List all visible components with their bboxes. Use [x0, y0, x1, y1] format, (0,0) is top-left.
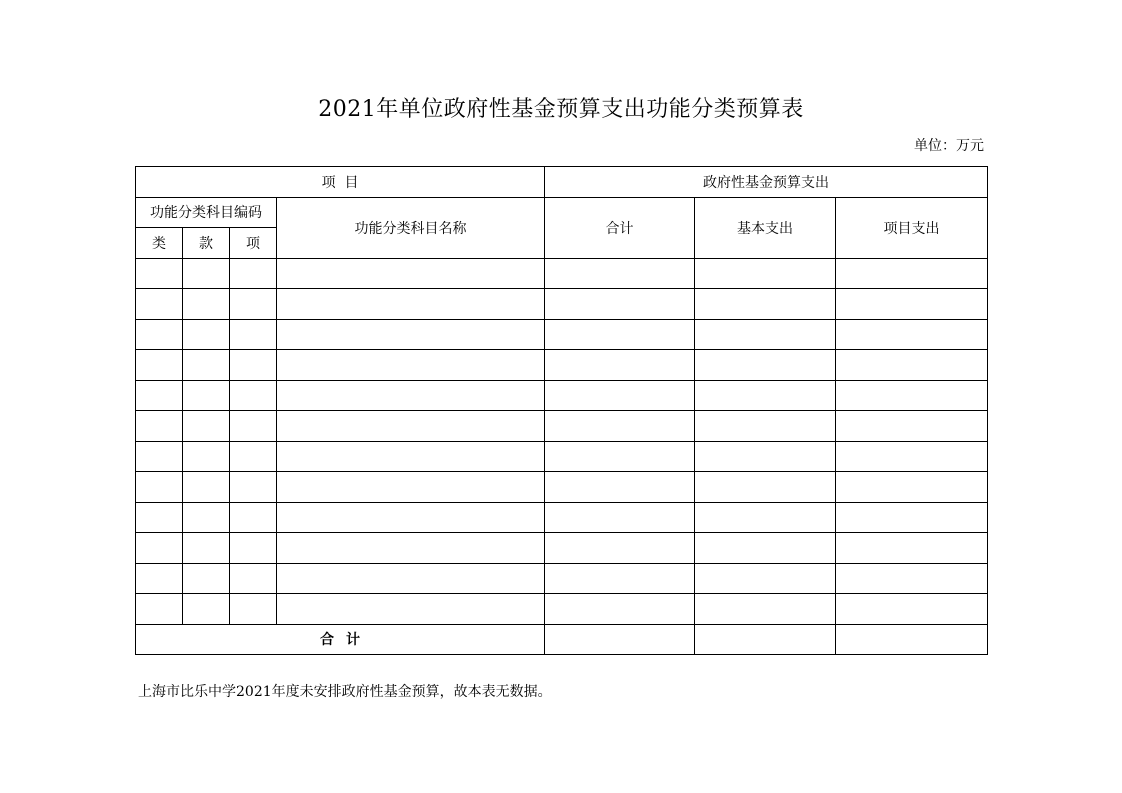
cell-xiang	[230, 411, 277, 442]
cell-kuan	[183, 319, 230, 350]
cell-name	[277, 472, 545, 503]
cell-basic	[695, 319, 836, 350]
table-row	[136, 411, 988, 442]
table-row	[136, 441, 988, 472]
cell-project	[836, 472, 988, 503]
cell-kuan	[183, 533, 230, 564]
cell-kuan	[183, 502, 230, 533]
cell-total	[545, 441, 695, 472]
header-code: 功能分类科目编码	[136, 197, 277, 228]
cell-total	[545, 319, 695, 350]
header-expenditure: 政府性基金预算支出	[545, 167, 988, 198]
cell-basic	[695, 411, 836, 442]
cell-project	[836, 258, 988, 289]
cell-total	[545, 258, 695, 289]
cell-kuan	[183, 441, 230, 472]
cell-basic	[695, 594, 836, 625]
cell-lei	[136, 502, 183, 533]
table-row	[136, 472, 988, 503]
table-row	[136, 258, 988, 289]
cell-total	[545, 411, 695, 442]
cell-lei	[136, 441, 183, 472]
table-row	[136, 502, 988, 533]
cell-total	[545, 380, 695, 411]
cell-basic	[695, 350, 836, 381]
cell-project	[836, 380, 988, 411]
unit-label: 单位：万元	[914, 138, 984, 154]
cell-lei	[136, 350, 183, 381]
total-row	[136, 624, 988, 655]
cell-name	[277, 533, 545, 564]
cell-lei	[136, 594, 183, 625]
cell-basic	[695, 563, 836, 594]
cell-project	[836, 594, 988, 625]
cell-xiang	[230, 258, 277, 289]
cell-project	[836, 441, 988, 472]
cell-project	[836, 350, 988, 381]
cell-lei	[136, 258, 183, 289]
cell-total	[545, 350, 695, 381]
cell-basic	[695, 289, 836, 320]
cell-xiang	[230, 441, 277, 472]
cell-lei	[136, 319, 183, 350]
cell-kuan	[183, 472, 230, 503]
cell-total	[545, 502, 695, 533]
cell-project	[836, 289, 988, 320]
cell-name	[277, 502, 545, 533]
total-cell	[695, 624, 836, 655]
cell-xiang	[230, 502, 277, 533]
table-row	[136, 594, 988, 625]
header-row-1	[136, 167, 988, 198]
header-xiang: 项	[230, 228, 277, 259]
cell-total	[545, 594, 695, 625]
cell-xiang	[230, 350, 277, 381]
cell-kuan	[183, 411, 230, 442]
cell-basic	[695, 533, 836, 564]
header-kuan: 款	[183, 228, 230, 259]
cell-total	[545, 289, 695, 320]
cell-project	[836, 563, 988, 594]
cell-kuan	[183, 258, 230, 289]
cell-xiang	[230, 533, 277, 564]
total-label: 合计	[136, 624, 545, 655]
cell-basic	[695, 258, 836, 289]
cell-kuan	[183, 350, 230, 381]
cell-total	[545, 563, 695, 594]
cell-basic	[695, 502, 836, 533]
cell-basic	[695, 441, 836, 472]
cell-kuan	[183, 594, 230, 625]
table-row	[136, 289, 988, 320]
cell-xiang	[230, 380, 277, 411]
header-total: 合计	[545, 197, 695, 258]
cell-kuan	[183, 289, 230, 320]
total-cell	[836, 624, 988, 655]
cell-kuan	[183, 380, 230, 411]
page-title: 2021年单位政府性基金预算支出功能分类预算表	[318, 97, 804, 122]
cell-xiang	[230, 472, 277, 503]
cell-basic	[695, 472, 836, 503]
cell-name	[277, 350, 545, 381]
cell-lei	[136, 472, 183, 503]
header-basic: 基本支出	[695, 197, 836, 258]
header-project: 项 目	[136, 167, 545, 198]
cell-name	[277, 319, 545, 350]
cell-kuan	[183, 563, 230, 594]
cell-project	[836, 502, 988, 533]
cell-lei	[136, 289, 183, 320]
budget-table	[135, 166, 988, 655]
cell-name	[277, 563, 545, 594]
cell-total	[545, 472, 695, 503]
cell-project	[836, 533, 988, 564]
cell-name	[277, 380, 545, 411]
cell-xiang	[230, 289, 277, 320]
cell-lei	[136, 563, 183, 594]
cell-name	[277, 411, 545, 442]
cell-name	[277, 258, 545, 289]
table-row	[136, 380, 988, 411]
header-name: 功能分类科目名称	[277, 197, 545, 258]
cell-name	[277, 441, 545, 472]
note-text: 上海市比乐中学2021年度未安排政府性基金预算，故本表无数据。	[138, 684, 552, 700]
cell-total	[545, 533, 695, 564]
cell-basic	[695, 380, 836, 411]
cell-project	[836, 411, 988, 442]
header-row-2	[136, 197, 988, 228]
cell-xiang	[230, 594, 277, 625]
table-row	[136, 563, 988, 594]
cell-xiang	[230, 319, 277, 350]
cell-lei	[136, 380, 183, 411]
cell-name	[277, 289, 545, 320]
cell-lei	[136, 533, 183, 564]
header-lei: 类	[136, 228, 183, 259]
cell-lei	[136, 411, 183, 442]
cell-xiang	[230, 563, 277, 594]
header-project-exp: 项目支出	[836, 197, 988, 258]
table-row	[136, 319, 988, 350]
cell-project	[836, 319, 988, 350]
table-row	[136, 350, 988, 381]
total-cell	[545, 624, 695, 655]
table-row	[136, 533, 988, 564]
cell-name	[277, 594, 545, 625]
